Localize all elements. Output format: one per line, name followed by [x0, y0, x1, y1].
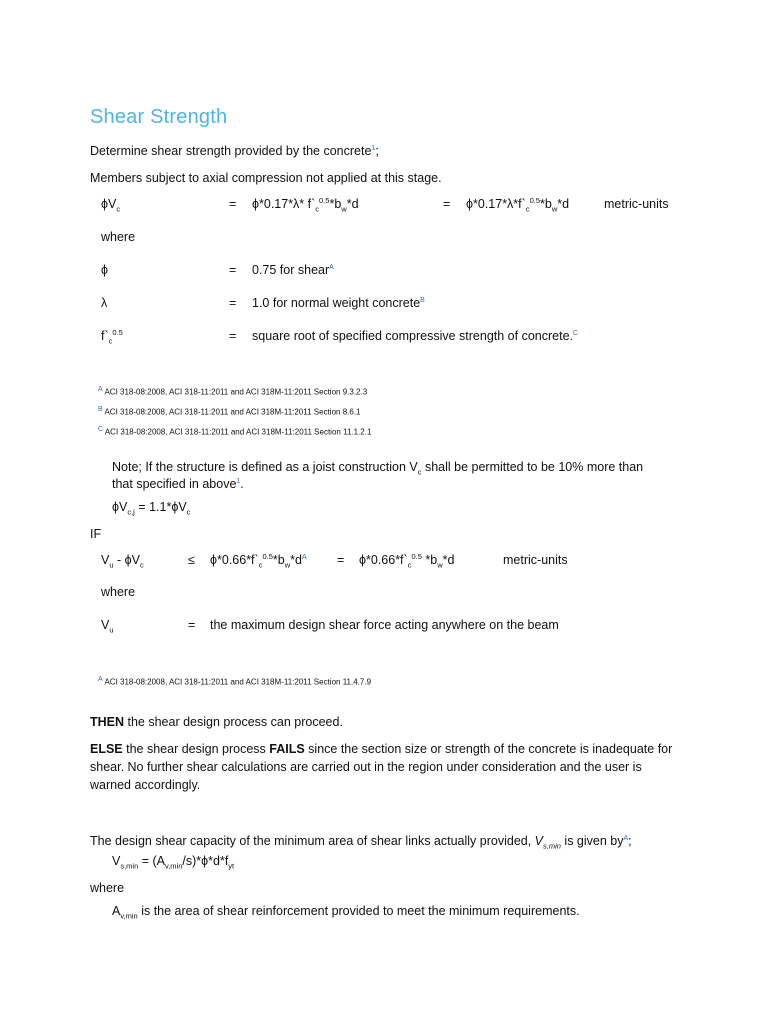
where-label-2: where — [101, 585, 136, 599]
eq2-equals: = — [337, 553, 345, 567]
eq2-units: metric-units — [503, 553, 568, 567]
footnote-a: A ACI 318-08:2008, ACI 318-11:2011 and ACI 318M-11:2011 Section 9.3.2.3 — [98, 386, 368, 397]
intro-line-1: Determine shear strength provided by the concrete$^1$; — [90, 144, 379, 158]
eq1-rhs-b: $\phi*0.17*\lambda*f`_c^{0.5}*b_w*d$ — [466, 195, 570, 214]
if-label: IF — [90, 527, 102, 541]
where-label-1: where — [101, 230, 136, 244]
def-vu-text: the maximum design shear force acting anywhere on the beam — [210, 618, 559, 632]
footnote-c: C ACI 318-08:2008, ACI 318-11:2011 and ACI 318M-11:2011 Section 11.1.2.1 — [98, 426, 372, 437]
def-fc-text: square root of specified compressive strength of concrete.$^C$ — [252, 329, 579, 343]
note-formula: $\phi V_{c,j} = 1.1*\phi V_c$ — [112, 500, 191, 517]
else-line-2: shear. No further shear calculations are carried out in the region under consideration and the user is — [90, 760, 642, 774]
note-line-1: Note; If the structure is defined as a joist construction $V_c$ shall be permitted to be 10% more than — [112, 460, 644, 477]
eq2-rhs-b: $\phi*0.66*f`_c^{0.5}$ $*b_w*d$ — [359, 551, 455, 570]
def-lambda-equals: = — [229, 296, 237, 310]
where-label-3: where — [90, 881, 125, 895]
footnote-ref[interactable]: B — [420, 296, 425, 304]
capacity-formula: $V_{s,min} = (A_{v,min}/s)*\phi*d*f_{yt}$ — [112, 854, 235, 871]
capacity-line: The design shear capacity of the minimum area of shear links actually provided, $V_{s,min}$ is given by$^A$; — [90, 834, 632, 851]
eq2-rhs-a: $\phi*0.66*f`_c^{0.5}*b_w*d^A$ — [210, 551, 307, 570]
def-fc-equals: = — [229, 329, 237, 343]
def-phi-symbol: ϕ — [101, 263, 109, 277]
footnote-ref[interactable]: 1 — [236, 477, 241, 485]
footnote-ref[interactable]: C — [573, 329, 579, 337]
eq2-le: ≤ — [188, 553, 195, 567]
eq1-equals-a: = — [229, 197, 237, 211]
footnote-ref[interactable]: 1 — [371, 144, 376, 152]
def-lambda-symbol: λ — [101, 296, 108, 310]
intro-line-2: Members subject to axial compression not applied at this stage. — [90, 171, 442, 185]
footnote-b: B ACI 318-08:2008, ACI 318-11:2011 and ACI 318M-11:2011 Section 8.6.1 — [98, 406, 361, 417]
def-fc-symbol: $f`_c^{0.5}$ — [101, 327, 123, 346]
def-vu-equals: = — [188, 618, 196, 632]
eq1-units: metric-units — [604, 197, 669, 211]
def-lambda-text: 1.0 for normal weight concrete$^B$ — [252, 296, 425, 310]
footnote-ref[interactable]: A — [301, 553, 307, 561]
page-title: Shear Strength — [90, 106, 228, 128]
eq2-lhs: $V_u - \phi V_c$ — [101, 553, 144, 570]
eq1-rhs-a: ϕ*0.17*λ* $f`_c^{0.5}*b_w*d$ — [252, 195, 359, 214]
eq1-lhs: $\phi V_c$ — [101, 197, 121, 214]
then-line: THEN the shear design process can proceed. — [90, 715, 343, 729]
else-line-3: warned accordingly. — [90, 778, 201, 792]
last-line: $A_{v,min}$ is the area of shear reinforcement provided to meet the minimum requirements. — [112, 904, 580, 921]
def-vu-symbol: $V_u$ — [101, 618, 114, 635]
def-phi-equals: = — [229, 263, 237, 277]
footnote-d: A ACI 318-08:2008, ACI 318-11:2011 and ACI 318M-11:2011 Section 11.4.7.9 — [98, 676, 372, 687]
def-phi-text: 0.75 for shear$^A$ — [252, 263, 334, 277]
footnote-ref[interactable]: A — [623, 834, 629, 842]
note-line-2: that specified in above$^1$. — [112, 477, 244, 491]
eq1-equals-b: = — [443, 197, 451, 211]
footnote-ref[interactable]: A — [329, 263, 334, 271]
else-line-1: ELSE the shear design process FAILS since the section size or strength of the concrete is inadequate for — [90, 742, 673, 756]
